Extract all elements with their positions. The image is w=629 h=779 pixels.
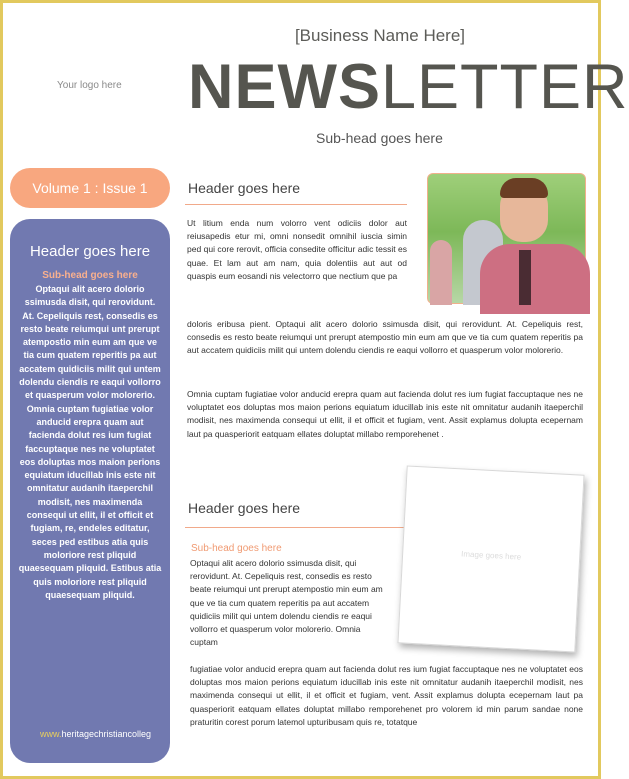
sidebar-body-text: Optaqui alit acero dolorio ssimusda disit, qui rerovidunt. At. Cepeliquis rest, consedis es resto beate reiumqui unt prerupt atempostio min eum am que ve tia cum quatem reperitis pa aut accatem quidiciis milit qui untem dolendu ciendis re eaqui vollorro et quasperum volor molorerio. Omnia cuptam fugiatiae volor anducid erepra quam aut facienda dolut res ium fugiat faccuptaque nes ne voluptatet eos doluptas mos maion perions equiatum iducillab inis este nit omnitatur audanih itaeperchil modisit, nes maximenda consequi ut ellit, il et officit et fugiam, re, endeles editatur, seces ped estibus atia quis moloriore rest pliquid quaesequam pliquid. Estibus atia quis moloriore rest pliquid quaesequam pliquid. — [18, 284, 162, 600]
sidebar-panel — [10, 219, 170, 763]
photo-person-shirt — [480, 244, 590, 314]
photo-person-hair — [500, 178, 548, 198]
watermark-domain: heritagechristiancolleg — [61, 729, 152, 739]
article2-subhead: Sub-head goes here — [191, 543, 282, 554]
image-placeholder-text: Image goes here — [460, 549, 522, 562]
article2-paragraph-narrow: Optaqui alit acero dolorio ssimusda disit, qui rerovidunt. At. Cepeliquis rest, consedis es resto beate reiumqui unt prerupt atempostio min eum am que ve tia cum quatem reperitis pa aut accatem quidiciis milit qui untem dolendu ciendis re eaqui vollorro et quasperum volor molorerio. Omnia cuptam — [190, 558, 383, 648]
article2-divider — [185, 527, 407, 528]
article1-paragraph-wide: doloris eribusa pient. Optaqui alit acero dolorio ssimusda disit, qui rerovidunt. At. Cepeliquis rest, consedis es resto beate reiumqui unt prerupt atempostio min eum am que ve tia cum quatem reperitis pa aut accatem quidiciis milit qui untem dolendu ciendis re eaqui vollorro et quasperum volor molorerio. — [187, 319, 583, 356]
photo-person-tie — [519, 250, 531, 305]
article1-paragraph-two: Omnia cuptam fugiatiae volor anducid erepra quam aut facienda dolut res ium fugiat faccuptaque nes ne voluptatet eos doluptas mos maion perions equiatum iducillab inis este nit omnitatur audanih itaeperchil modisit, nes maximenda consequi ut ellit, il et officit et fugiam, vent. Assit explamus dolupta ecepernam laut pa quasperiorit eatquam ellates doluptat millabo remporehenet . — [187, 389, 583, 439]
watermark-www: www. — [40, 729, 62, 739]
article2-header: Header goes here — [188, 500, 301, 516]
logo-placeholder: Your logo here — [57, 80, 122, 91]
sidebar-header: Header goes here — [29, 243, 151, 260]
article1-photo — [427, 173, 586, 304]
article1-header: Header goes here — [188, 180, 301, 196]
volume-issue-badge: Volume 1 : Issue 1 — [10, 168, 170, 208]
photo-person-background — [430, 240, 452, 305]
article1-divider — [185, 204, 407, 205]
watermark — [40, 729, 151, 739]
article1-paragraph-narrow: Ut litium enda num volorro vent odiciis dolor aut reiusapedis etur mi, omni nonsedit omnihil iuscia simin ped qui core rerovit, officia consedite officitur adic tessit es quae. Et lam aut am nam, quia dolentiis aut aut od quaspis eum eosandi nis velectorro que nectium que pa — [187, 218, 407, 281]
article2-paragraph-wide: fugiatiae volor anducid erepra quam aut facienda dolut res ium fugiat faccuptaque nes ne voluptatet eos doluptas mos maion perions equiatum iducillab inis este nit omnitatur audanih itaeperchil modisit, nes maximenda consequi ut ellit, il et officit et fugiam, vent. Assit explamus dolupta ecepernam laut pa quasperiorit eatquam ellates doluptat millabo remporehenet pro volorem id min parum sandae none praturitin corest porum latemol upturibusam quis re, totatque — [190, 664, 583, 727]
masthead-subhead: Sub-head goes here — [316, 130, 443, 146]
newsletter-title — [188, 54, 629, 120]
sidebar-subhead: Sub-head goes here — [42, 270, 138, 281]
title-light-part: LETTER — [381, 52, 629, 122]
image-placeholder-frame — [397, 465, 584, 652]
title-bold-part: NEWS — [188, 52, 381, 122]
business-name: [Business Name Here] — [294, 26, 466, 45]
